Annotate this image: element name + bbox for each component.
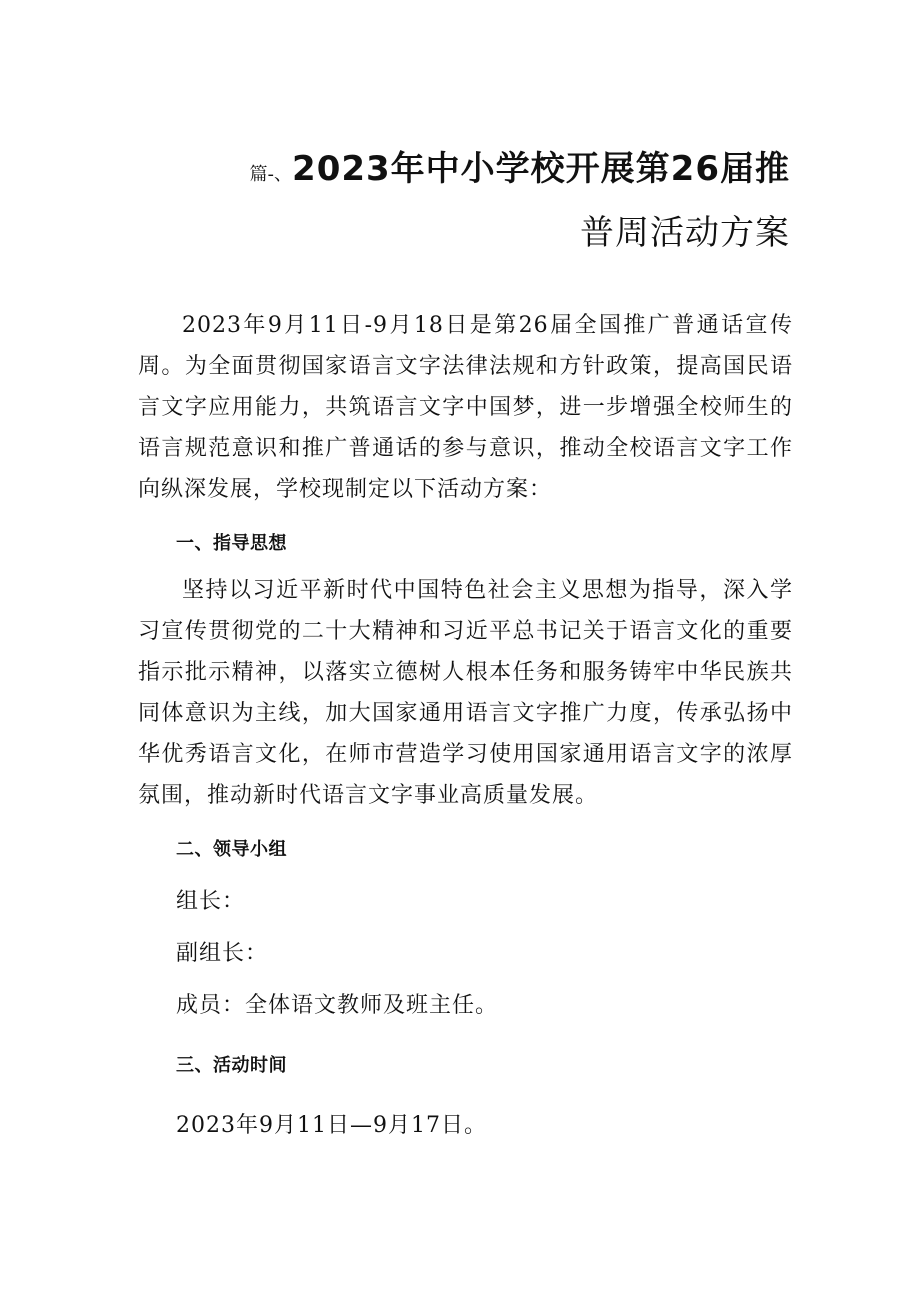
title-prefix: 篇-、 xyxy=(249,164,293,185)
title-main: 2023年中小学校开展第26届推 xyxy=(292,149,790,189)
document-body xyxy=(138,305,793,1152)
document-title xyxy=(150,140,790,262)
members-line: 成员：全体语文教师及班主任。 xyxy=(176,993,499,1018)
activity-dates-line: 2023年9月11日—9月17日。 xyxy=(176,1113,487,1138)
guiding-principle-paragraph: 坚持以习近平新时代中国特色社会主义思想为指导，深入学习宣传贯彻党的二十大精神和习近平总书记关于语言文化的重要指示批示精神，以落实立德树人根本任务和服务铸牢中华民族共同体意识为主线，加大国家通用语言文字推广力度，传承弘扬中华优秀语言文化，在师市营造学习使用国家通用语言文字的浓厚氛围，推动新时代语言文字事业高质量发展。 xyxy=(138,578,793,808)
title-line-1 xyxy=(150,140,790,204)
group-leader-line: 组长： xyxy=(176,889,246,914)
title-subtitle: 普周活动方案 xyxy=(580,213,790,253)
deputy-leader-line: 副组长： xyxy=(176,941,269,966)
intro-paragraph: 2023年9月11日-9月18日是第26届全国推广普通话宣传周。为全面贯彻国家语言文字法律法规和方针政策，提高国民语言文字应用能力，共筑语言文字中国梦，进一步增强全校师生的语言规范意识和推广普通话的参与意识，推动全校语言文字工作向纵深发展，学校现制定以下活动方案： xyxy=(138,313,793,502)
section-heading-activity-time: 三、活动时间 xyxy=(176,1055,287,1076)
section-heading-guiding-principle: 一、指导思想 xyxy=(176,533,287,554)
section-heading-leadership-group: 二、领导小组 xyxy=(176,839,287,860)
